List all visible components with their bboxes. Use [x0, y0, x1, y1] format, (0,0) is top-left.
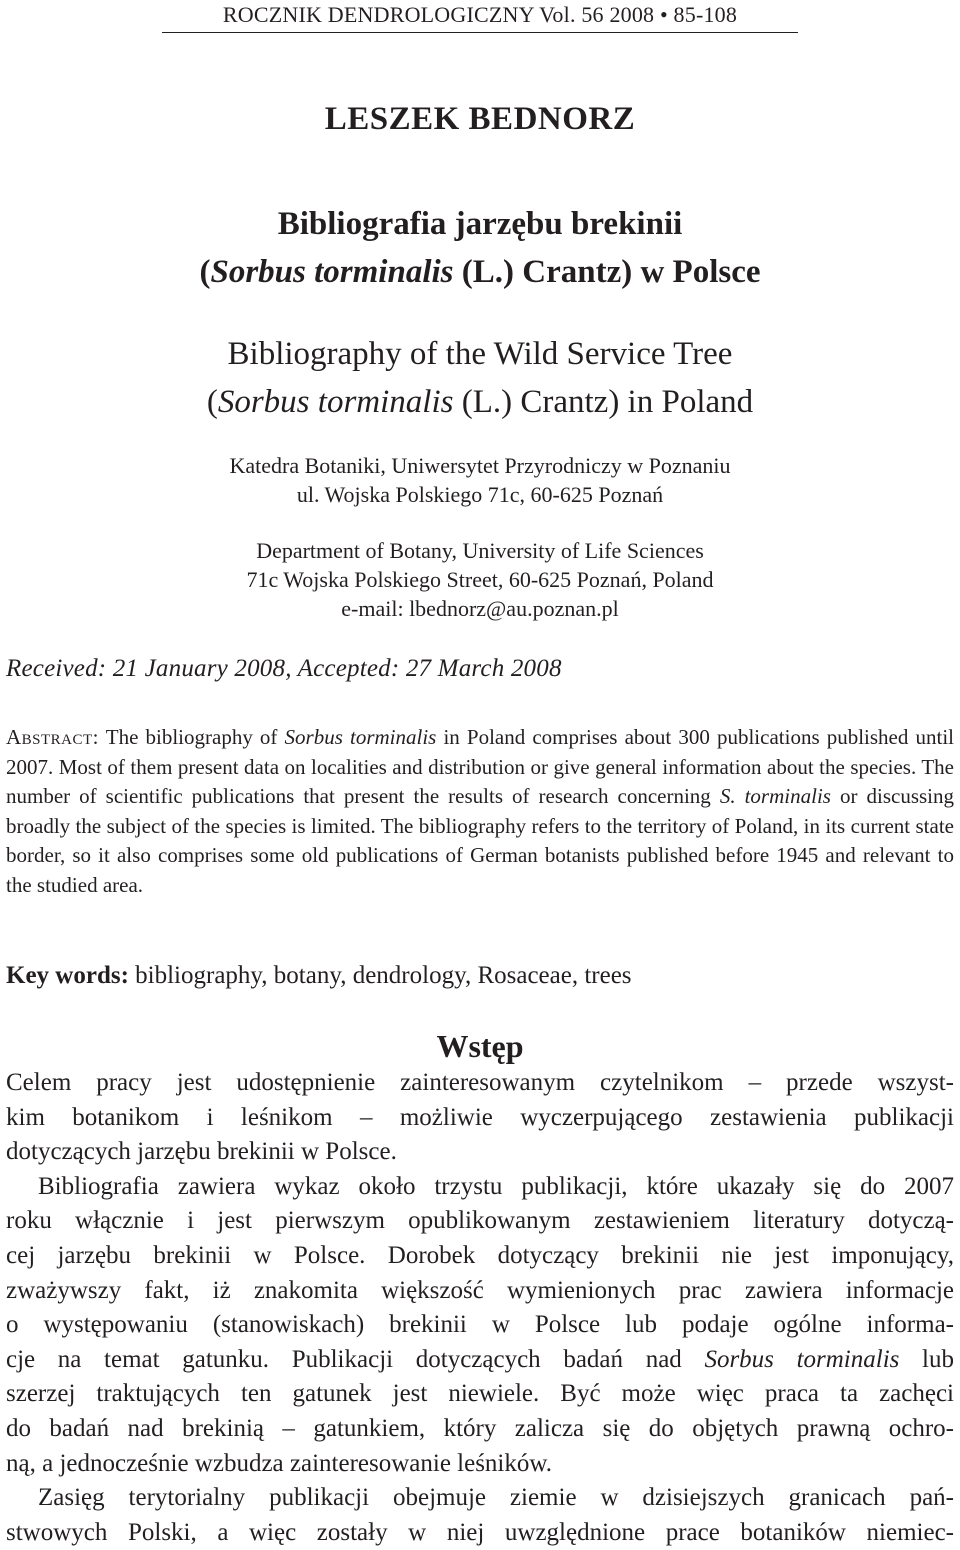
abstract-text-2: in Poland comprises about 300 publications published until 2007. Most of them present data on localities and distribution or give general information about the species. The number of scientific publications that present the results of research concerning [6, 725, 954, 809]
abstract-species-2: S. torminalis [719, 784, 831, 809]
received-accepted-dates: Received: 21 January 2008, Accepted: 27 March 2008 [6, 655, 562, 682]
title-english-authority: (L.) Crantz) in Poland [453, 384, 754, 420]
keywords-label: Key words: [6, 962, 129, 989]
affiliation-english-line1: Department of Botany, University of Life Sciences [256, 538, 704, 563]
title-polish-authority: (L.) Crantz) w Polsce [453, 254, 761, 290]
abstract-text-1: The bibliography of [99, 725, 285, 749]
body-line: Bibliografia zawiera wykaz około trzystu publikacji, które ukazały się do 2007 [38, 1172, 954, 1200]
body-line: roku włącznie i jest pierwszym opublikowanym zestawieniem literatury dotyczą- [6, 1207, 954, 1235]
affiliation-polish [0, 451, 960, 509]
title-english-species: Sorbus torminalis [217, 384, 454, 420]
body-line: do badań nad brekinią – gatunkiem, który zalicza się do objętych prawną ochro- [6, 1414, 954, 1442]
body-line: o występowaniu (stanowiskach) brekinii w Polsce lub podaje ogólne informa- [6, 1311, 954, 1339]
body-line: Zasięg terytorialny publikacji obejmuje ziemie w dzisiejszych granicach pań- [38, 1484, 954, 1512]
affiliation-english-line2: 71c Wojska Polskiego Street, 60-625 Poznań, Poland [246, 567, 714, 592]
introduction-body [6, 1066, 954, 1550]
body-line: Celem pracy jest udostępnienie zainteresowanym czytelnikom – przede wszyst- [6, 1069, 954, 1096]
title-polish [0, 200, 960, 296]
body-line: szerzej traktujących ten gatunek jest niewiele. Być może więc praca ta zachęci [6, 1380, 954, 1408]
abstract-label: Abstract: [6, 725, 100, 749]
abstract-species-1: Sorbus torminalis [284, 725, 437, 749]
affiliation-english [0, 536, 960, 623]
body-species: Sorbus torminalis [704, 1345, 900, 1373]
section-title-introduction: Wstęp [436, 1028, 524, 1064]
running-head: ROCZNIK DENDROLOGICZNY Vol. 56 2008 • 85-108 [162, 2, 798, 33]
title-english-paren: ( [206, 384, 218, 420]
abstract-text-3: or discussing broadly the subject of the species is limited. The bibliography refers to the territory of Poland, in its current state border, so it also comprises some old publications of German botanists published before 1945 and relevant to the studied area. [6, 784, 954, 897]
body-line-9-text: cje na temat gatunku. Publikacji dotyczących badań nad [6, 1345, 705, 1373]
body-line-9-tail: lub [899, 1345, 954, 1373]
affiliation-polish-line1: Katedra Botaniki, Uniwersytet Przyrodniczy w Poznaniu [229, 453, 731, 478]
author-email: e-mail: lbednorz@au.poznan.pl [341, 596, 619, 621]
body-line: zważywszy fakt, iż znakomita większość wymienionych prac zawiera informacje [6, 1276, 954, 1304]
body-line: ną, a jednocześnie wzbudza zainteresowanie leśników. [6, 1449, 553, 1477]
affiliation-polish-line2: ul. Wojska Polskiego 71c, 60-625 Poznań [296, 482, 664, 507]
author-name: LESZEK BEDNORZ [324, 101, 636, 137]
keywords-text: bibliography, botany, dendrology, Rosaceae, trees [128, 962, 632, 989]
abstract [6, 723, 954, 901]
title-english-line1: Bibliography of the Wild Service Tree [227, 336, 733, 372]
body-line: kim botanikom i leśnikom – możliwie wyczerpującego zestawienia publikacji [6, 1103, 954, 1131]
title-polish-line1: Bibliografia jarzębu brekinii [277, 206, 683, 242]
body-line-with-species [6, 1343, 954, 1378]
title-polish-line2 [0, 248, 960, 296]
title-polish-species: Sorbus torminalis [210, 254, 454, 290]
body-line: cej jarzębu brekinii w Polsce. Dorobek dotyczący brekinii nie jest imponujący, [6, 1241, 954, 1269]
body-line: stwowych Polski, a więc zostały w niej uwzględnione prace botaników niemiec- [6, 1518, 954, 1546]
title-polish-paren: ( [199, 254, 211, 290]
title-english [0, 330, 960, 426]
keywords [6, 962, 632, 990]
body-line: dotyczących jarzębu brekinii w Polsce. [6, 1138, 397, 1166]
title-english-line2 [0, 378, 960, 426]
